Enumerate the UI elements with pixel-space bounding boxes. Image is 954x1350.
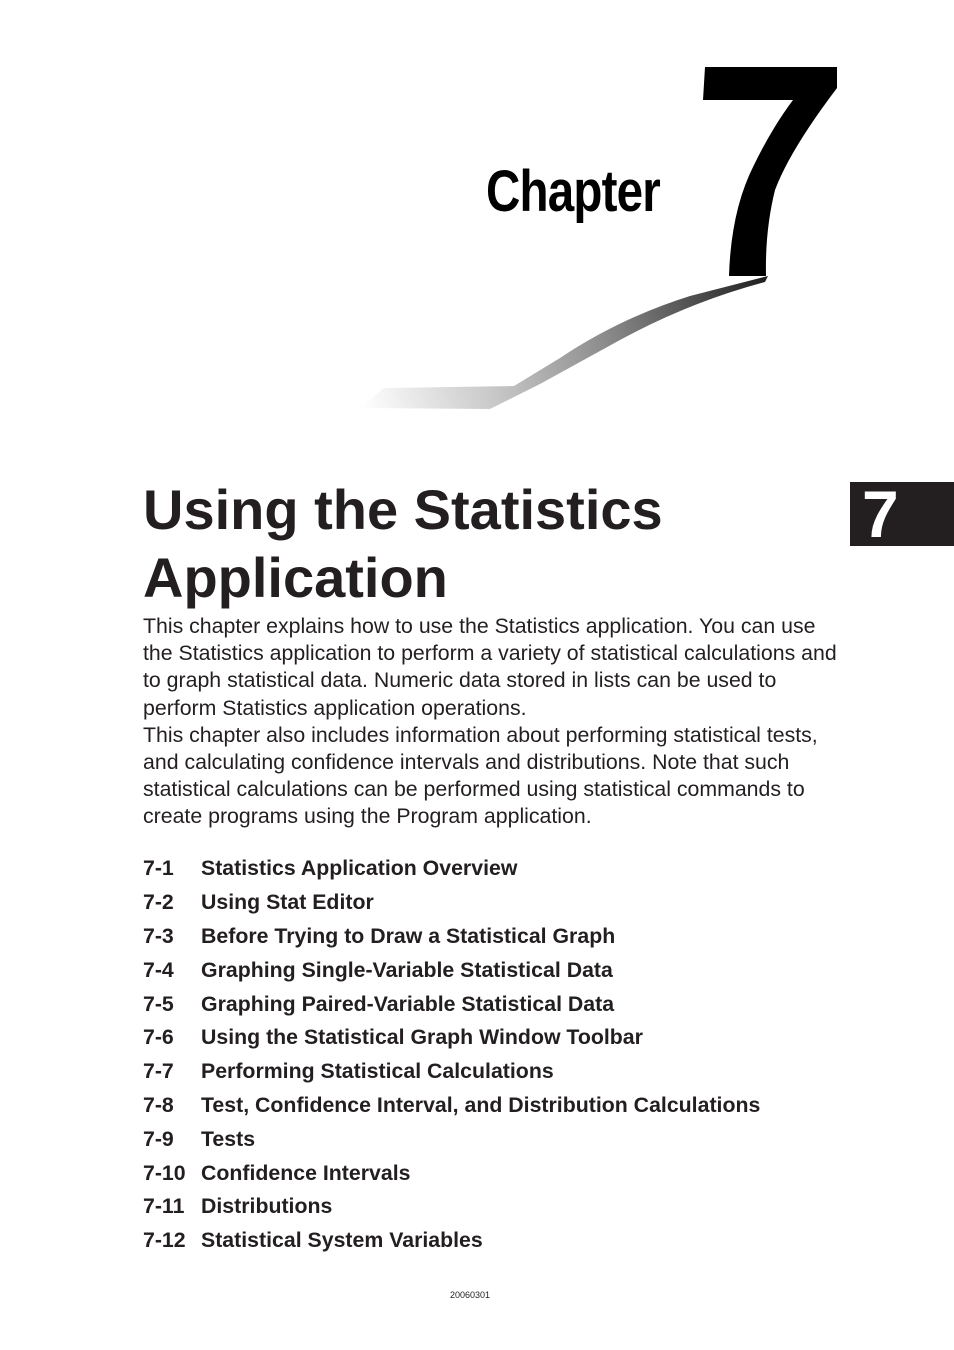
toc-item <box>143 1055 863 1089</box>
toc-item <box>143 1190 863 1224</box>
toc-item-title: Confidence Intervals <box>201 1160 411 1185</box>
page-footer-code: 20060301 <box>449 1290 491 1300</box>
chapter-side-tab: 7 <box>850 482 954 546</box>
toc-item <box>143 886 863 920</box>
toc-item-number: 7-6 <box>143 1025 174 1050</box>
toc-item-number: 7-3 <box>143 923 174 948</box>
chapter-label: Chapter <box>486 159 660 224</box>
chapter-introduction <box>143 613 843 831</box>
intro-paragraph: This chapter also includes information about performing statistical tests, and calculating confidence intervals and distributions. Note that such statistical calculations can be performed using statistical commands to create programs using the Program application. <box>143 722 818 829</box>
toc-item-number: 7-7 <box>143 1059 174 1084</box>
toc-item-title: Distributions <box>201 1194 333 1219</box>
toc-item <box>143 1224 863 1258</box>
toc-item-number: 7-4 <box>143 957 174 982</box>
toc-item-number: 7-1 <box>143 856 174 881</box>
chapter-number-art <box>0 0 954 440</box>
toc-item-title: Test, Confidence Interval, and Distribution Calculations <box>201 1092 761 1117</box>
toc-item <box>143 1122 863 1156</box>
toc-item-number: 7-5 <box>143 991 174 1016</box>
page-title: Using the Statistics Application <box>143 478 663 609</box>
toc-item <box>143 953 863 987</box>
toc-item-number: 7-2 <box>143 890 174 915</box>
toc-item-title: Performing Statistical Calculations <box>201 1059 554 1084</box>
toc-item-number: 7-12 <box>143 1228 186 1253</box>
toc-item-title: Statistics Application Overview <box>201 856 518 881</box>
toc-item <box>143 852 863 886</box>
intro-paragraph: This chapter explains how to use the Statistics application. You can use the Statistics application to perform a variety of statistical calculations and to graph statistical data. Numeric data stored in lists can be used to perform Statistics application operations. <box>143 614 837 720</box>
chapter-seven-glyph <box>703 67 837 276</box>
toc-item <box>143 1156 863 1190</box>
toc-item <box>143 987 863 1021</box>
toc-item-title: Using the Statistical Graph Window Toolbar <box>201 1025 643 1050</box>
toc-item <box>143 1021 863 1055</box>
toc-item <box>143 920 863 954</box>
toc-item <box>143 1089 863 1123</box>
toc-item-title: Tests <box>201 1126 256 1151</box>
toc-item-title: Statistical System Variables <box>201 1228 483 1253</box>
toc-item-number: 7-10 <box>143 1160 186 1185</box>
toc-item-number: 7-11 <box>143 1194 185 1219</box>
toc-item-title: Using Stat Editor <box>201 890 374 915</box>
chapter-swoosh <box>360 276 768 409</box>
toc-item-number: 7-9 <box>143 1126 174 1151</box>
toc-item-title: Graphing Single-Variable Statistical Data <box>201 957 613 982</box>
toc-item-title: Graphing Paired-Variable Statistical Data <box>201 991 615 1016</box>
table-of-contents <box>143 852 863 1258</box>
toc-item-title: Before Trying to Draw a Statistical Graph <box>201 923 616 948</box>
toc-item-number: 7-8 <box>143 1092 174 1117</box>
